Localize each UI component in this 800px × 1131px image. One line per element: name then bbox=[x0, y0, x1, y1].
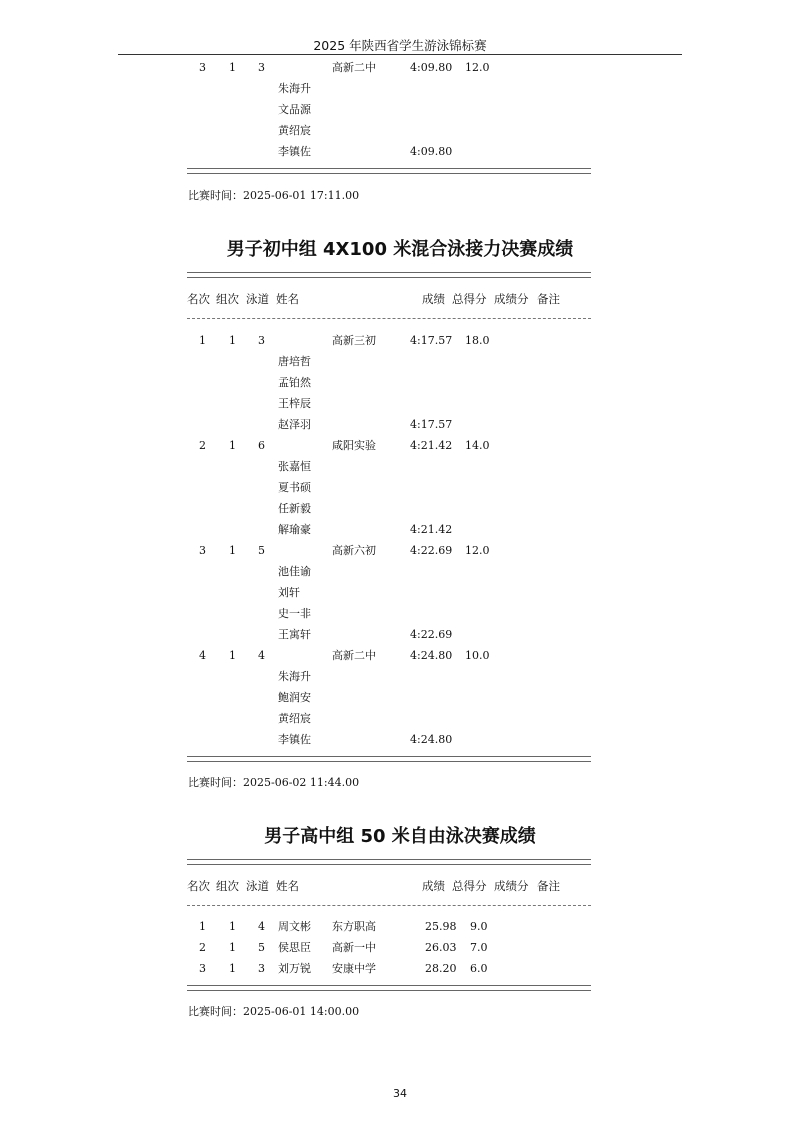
col-rank: 名次 bbox=[187, 292, 210, 306]
col-note: 备注 bbox=[537, 292, 560, 306]
result: 4:09.80 bbox=[410, 61, 453, 74]
member: 唐培哲 bbox=[278, 355, 311, 368]
lane: 6 bbox=[258, 439, 265, 452]
rank: 3 bbox=[199, 61, 206, 74]
lane: 3 bbox=[258, 334, 265, 347]
team: 咸阳实验 bbox=[332, 439, 376, 452]
match-time: 比赛时间：2025-06-01 14:00.00 bbox=[188, 1005, 360, 1018]
group: 1 bbox=[229, 334, 236, 347]
group: 1 bbox=[229, 61, 236, 74]
double-rule bbox=[187, 272, 591, 278]
member: 赵泽羽 bbox=[278, 418, 311, 431]
lane: 5 bbox=[258, 544, 265, 557]
group: 1 bbox=[229, 920, 236, 933]
col-name: 姓名 bbox=[276, 879, 299, 893]
double-rule bbox=[187, 756, 591, 762]
rank: 1 bbox=[199, 334, 206, 347]
team: 高新一中 bbox=[332, 941, 376, 954]
member: 鲍润安 bbox=[278, 691, 311, 704]
result: 28.20 bbox=[425, 962, 457, 975]
result: 4:22.69 bbox=[410, 544, 453, 557]
member: 孟铂然 bbox=[278, 376, 311, 389]
name: 刘万锐 bbox=[278, 962, 311, 975]
col-total: 总得分 bbox=[452, 292, 487, 306]
points: 18.0 bbox=[465, 334, 490, 347]
group: 1 bbox=[229, 962, 236, 975]
member: 文品源 bbox=[278, 103, 311, 116]
col-score: 成绩分 bbox=[494, 879, 529, 893]
member: 夏书硕 bbox=[278, 481, 311, 494]
member-time: 4:24.80 bbox=[410, 733, 453, 746]
lane: 5 bbox=[258, 941, 265, 954]
member: 黄绍宸 bbox=[278, 712, 311, 725]
lane: 3 bbox=[258, 962, 265, 975]
points: 7.0 bbox=[470, 941, 488, 954]
rank: 1 bbox=[199, 920, 206, 933]
member: 解瑜豪 bbox=[278, 523, 311, 536]
col-group: 组次 bbox=[216, 292, 239, 306]
section-title: 男子高中组 50 米自由泳决赛成绩 bbox=[264, 826, 536, 847]
points: 12.0 bbox=[465, 61, 490, 74]
col-total: 总得分 bbox=[452, 879, 487, 893]
page-number: 34 bbox=[393, 1087, 407, 1100]
match-time: 比赛时间：2025-06-02 11:44.00 bbox=[188, 776, 360, 789]
points: 14.0 bbox=[465, 439, 490, 452]
header-rule bbox=[118, 54, 682, 55]
name: 周文彬 bbox=[278, 920, 311, 933]
team: 高新六初 bbox=[332, 544, 376, 557]
result: 25.98 bbox=[425, 920, 457, 933]
col-result: 成绩 bbox=[422, 879, 445, 893]
lane: 4 bbox=[258, 649, 265, 662]
points: 10.0 bbox=[465, 649, 490, 662]
col-group: 组次 bbox=[216, 879, 239, 893]
team: 高新三初 bbox=[332, 334, 376, 347]
rank: 4 bbox=[199, 649, 206, 662]
result: 26.03 bbox=[425, 941, 457, 954]
member: 张嘉恒 bbox=[278, 460, 311, 473]
team: 高新二中 bbox=[332, 649, 376, 662]
result: 4:17.57 bbox=[410, 334, 453, 347]
member-time: 4:09.80 bbox=[410, 145, 453, 158]
rank: 2 bbox=[199, 439, 206, 452]
col-lane: 泳道 bbox=[246, 292, 269, 306]
name: 侯思臣 bbox=[278, 941, 311, 954]
team: 高新二中 bbox=[332, 61, 376, 74]
team: 东方职高 bbox=[332, 920, 376, 933]
member: 朱海升 bbox=[278, 670, 311, 683]
member: 刘轩 bbox=[278, 586, 300, 599]
double-rule bbox=[187, 859, 591, 865]
page-header: 2025 年陕西省学生游泳锦标赛 bbox=[313, 38, 487, 53]
member: 史一非 bbox=[278, 607, 311, 620]
lane: 3 bbox=[258, 61, 265, 74]
col-rank: 名次 bbox=[187, 879, 210, 893]
double-rule bbox=[187, 985, 591, 991]
team: 安康中学 bbox=[332, 962, 376, 975]
group: 1 bbox=[229, 941, 236, 954]
rank: 3 bbox=[199, 962, 206, 975]
col-note: 备注 bbox=[537, 879, 560, 893]
member: 王梓辰 bbox=[278, 397, 311, 410]
member: 任新毅 bbox=[278, 502, 311, 515]
member: 黄绍宸 bbox=[278, 124, 311, 137]
result: 4:21.42 bbox=[410, 439, 453, 452]
section-title: 男子初中组 4X100 米混合泳接力决赛成绩 bbox=[226, 239, 574, 260]
points: 12.0 bbox=[465, 544, 490, 557]
member: 池佳谕 bbox=[278, 565, 311, 578]
group: 1 bbox=[229, 649, 236, 662]
rank: 2 bbox=[199, 941, 206, 954]
col-result: 成绩 bbox=[422, 292, 445, 306]
points: 9.0 bbox=[470, 920, 488, 933]
member: 王寓轩 bbox=[278, 628, 311, 641]
col-name: 姓名 bbox=[276, 292, 299, 306]
group: 1 bbox=[229, 439, 236, 452]
member-time: 4:22.69 bbox=[410, 628, 453, 641]
points: 6.0 bbox=[470, 962, 488, 975]
member-time: 4:17.57 bbox=[410, 418, 453, 431]
double-rule bbox=[187, 168, 591, 174]
col-lane: 泳道 bbox=[246, 879, 269, 893]
dashed-rule bbox=[187, 318, 591, 319]
dashed-rule bbox=[187, 905, 591, 906]
match-time: 比赛时间：2025-06-01 17:11.00 bbox=[188, 189, 360, 202]
col-score: 成绩分 bbox=[494, 292, 529, 306]
result: 4:24.80 bbox=[410, 649, 453, 662]
group: 1 bbox=[229, 544, 236, 557]
lane: 4 bbox=[258, 920, 265, 933]
member: 李镇佐 bbox=[278, 145, 311, 158]
member-time: 4:21.42 bbox=[410, 523, 453, 536]
rank: 3 bbox=[199, 544, 206, 557]
member: 朱海升 bbox=[278, 82, 311, 95]
member: 李镇佐 bbox=[278, 733, 311, 746]
